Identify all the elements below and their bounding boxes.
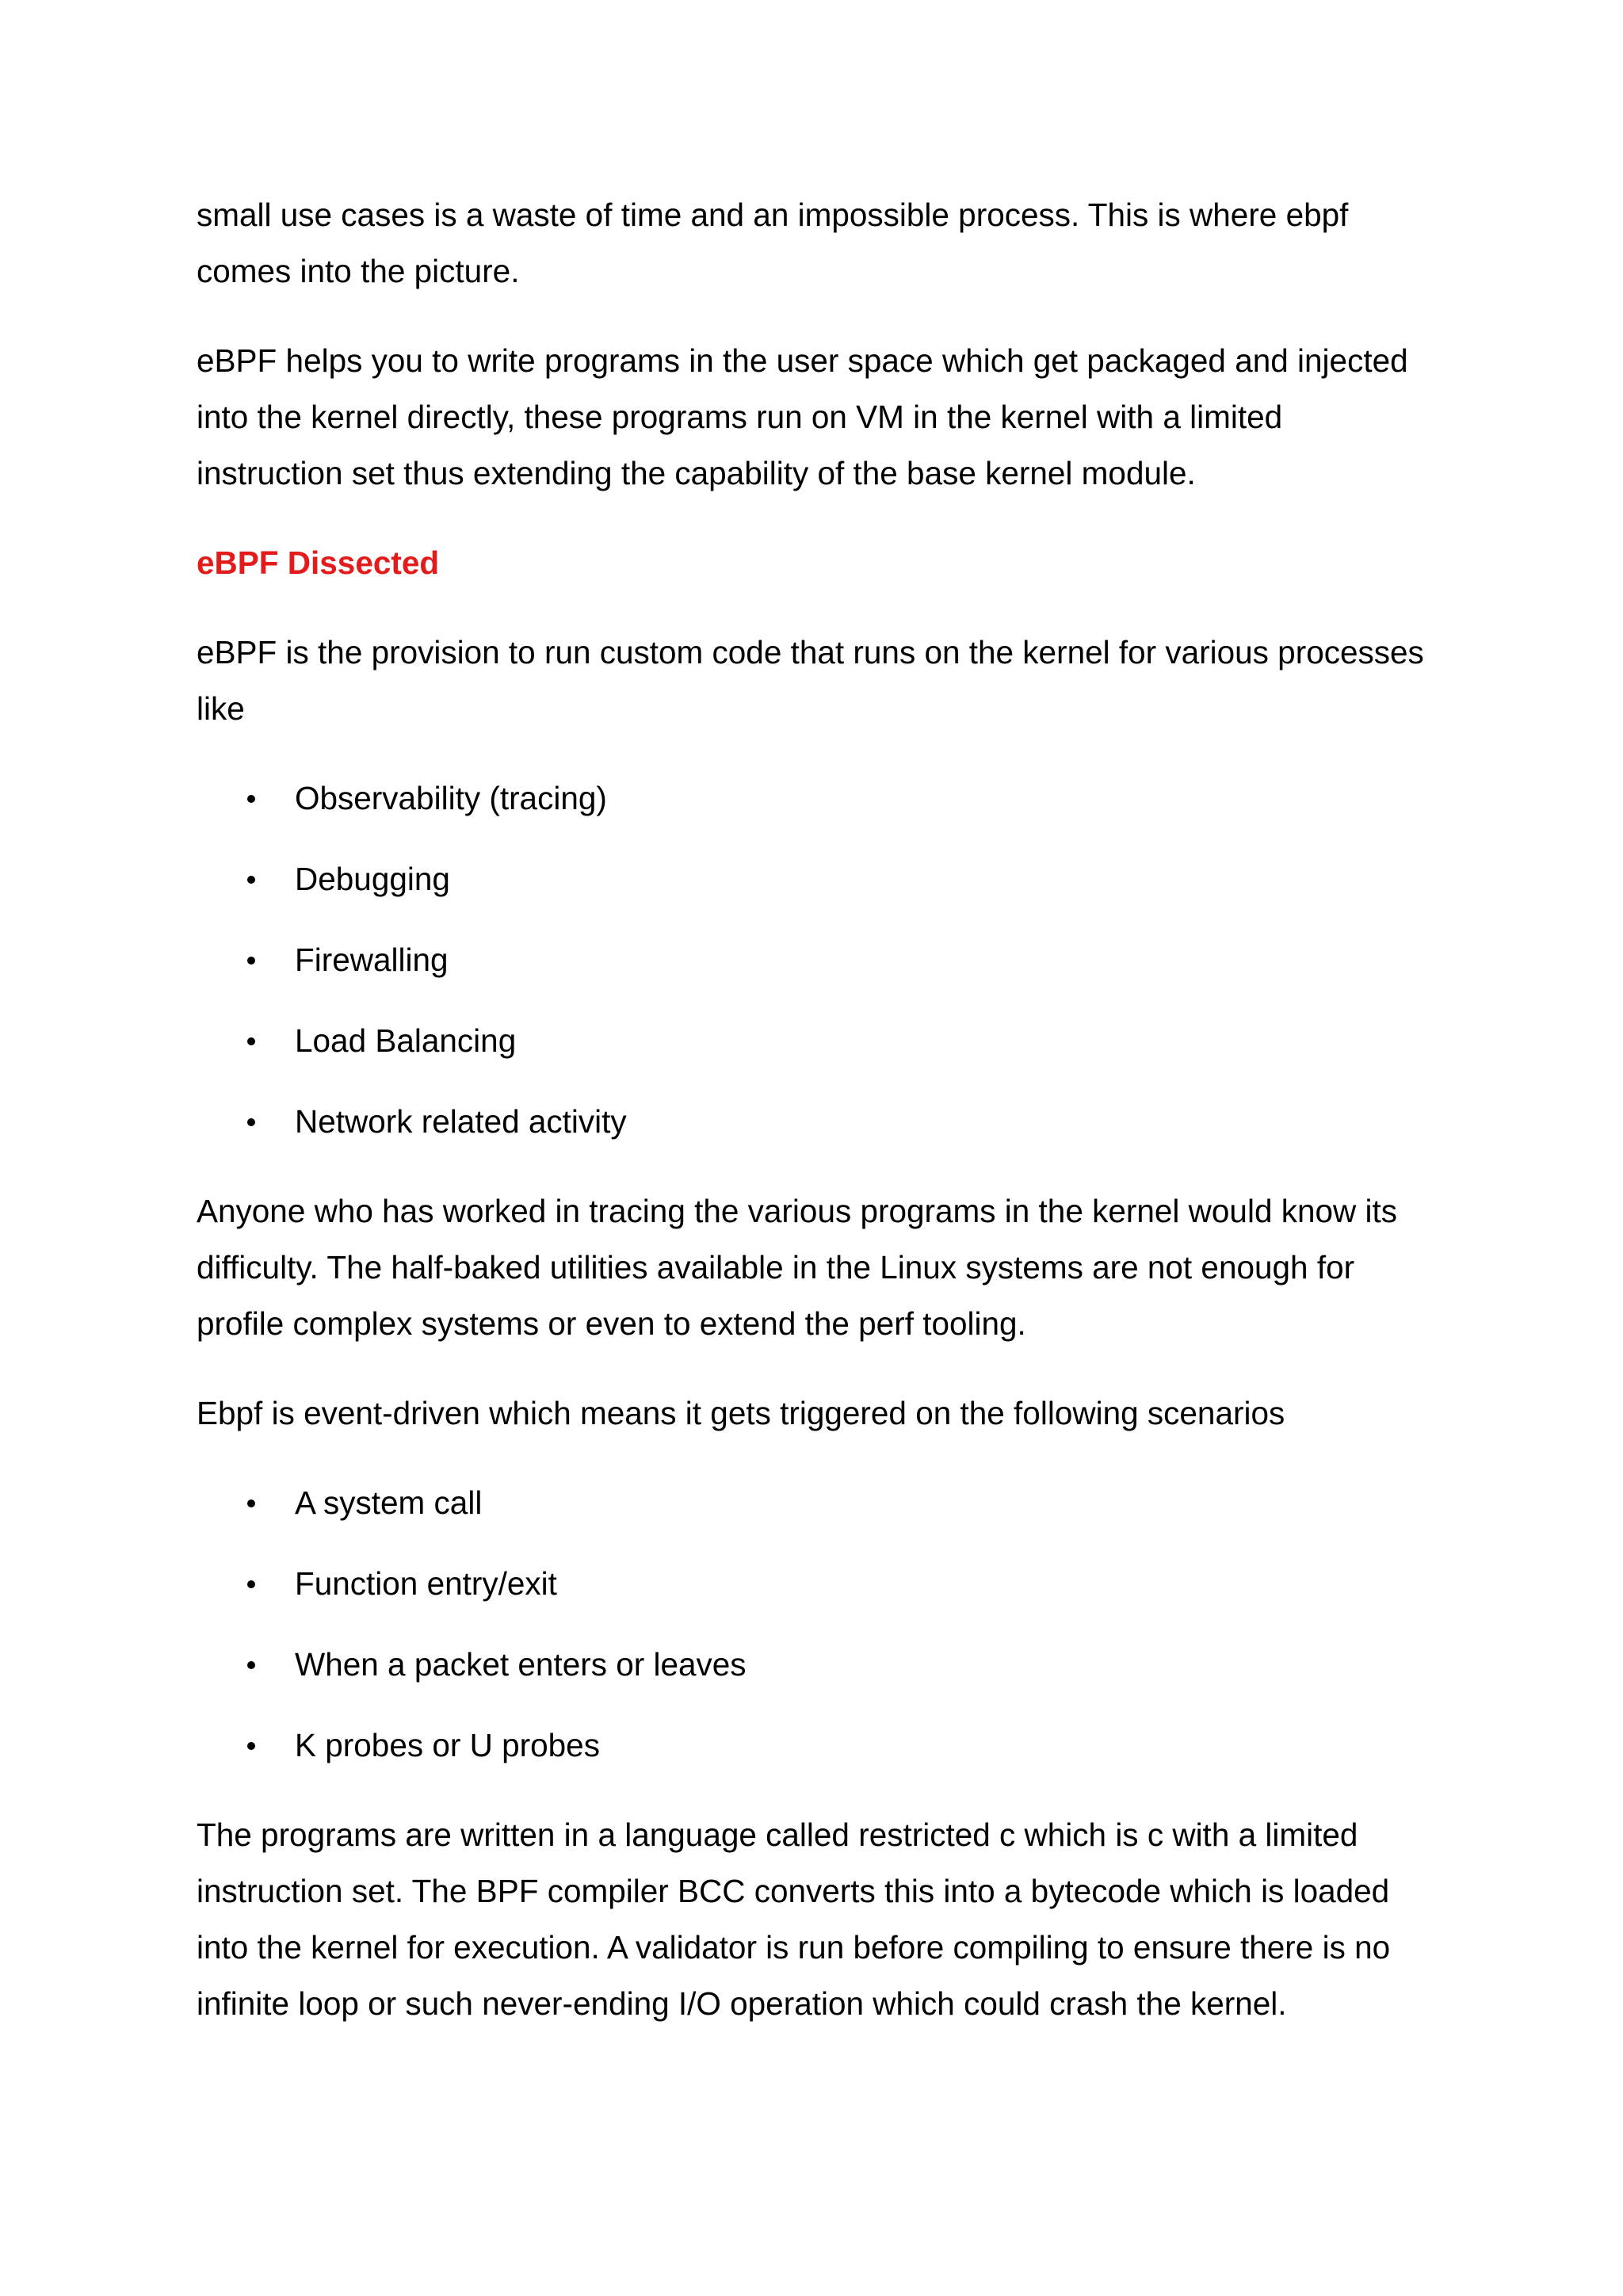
paragraph-intro-continuation: small use cases is a waste of time and an impossible process. This is where ebpf comes into the picture. <box>197 197 1349 289</box>
list-item <box>197 1013 1433 1069</box>
trigger-scenario-list <box>197 1475 1433 1774</box>
document-body <box>197 187 1433 2065</box>
bullet-icon <box>247 1580 255 1588</box>
use-case-list <box>197 770 1433 1150</box>
paragraph-ebpf-overview: eBPF helps you to write programs in the user space which get packaged and injected into the kernel directly, these programs run on VM in the kernel with a limited instruction set thus extending the capability of the base kernel module. <box>197 342 1408 491</box>
bullet-icon <box>247 876 255 884</box>
list-item-text: Load Balancing <box>295 1022 517 1059</box>
bullet-icon <box>247 1742 255 1750</box>
list-item <box>197 1475 1433 1531</box>
paragraph-ebpf-provision: eBPF is the provision to run custom code that runs on the kernel for various processes like <box>197 634 1424 727</box>
list-item-text: Function entry/exit <box>295 1565 557 1602</box>
list-item <box>197 932 1433 988</box>
section-heading-ebpf-dissected: eBPF Dissected <box>197 544 440 581</box>
list-item-text: A system call <box>295 1484 483 1521</box>
bullet-icon <box>247 1037 255 1045</box>
paragraph-tracing-difficulty: Anyone who has worked in tracing the various programs in the kernel would know its difficulty. The half-baked utilities available in the Linux systems are not enough for profile complex systems or even to extend the perf tooling. <box>197 1193 1398 1342</box>
list-item-text: Observability (tracing) <box>295 780 607 816</box>
list-item-text: Network related activity <box>295 1103 627 1140</box>
bullet-icon <box>247 795 255 803</box>
list-item-text: When a packet enters or leaves <box>295 1646 747 1683</box>
list-item-text: Debugging <box>295 861 450 897</box>
list-item <box>197 1637 1433 1693</box>
list-item <box>197 1717 1433 1774</box>
bullet-icon <box>247 1118 255 1126</box>
paragraph-event-driven: Ebpf is event-driven which means it gets triggered on the following scenarios <box>197 1395 1285 1431</box>
paragraph-restricted-c: The programs are written in a language called restricted c which is c with a limited instruction set. The BPF compiler BCC converts this into a bytecode which is loaded into the kernel for execution. A validator is run before compiling to ensure there is no infinite loop or such never-ending I/O operation which could crash the kernel. <box>197 1817 1391 2022</box>
bullet-icon <box>247 1661 255 1669</box>
list-item-text: Firewalling <box>295 942 449 978</box>
list-item <box>197 770 1433 827</box>
list-item <box>197 1556 1433 1612</box>
list-item-text: K probes or U probes <box>295 1727 600 1763</box>
list-item <box>197 851 1433 907</box>
bullet-icon <box>247 957 255 965</box>
bullet-icon <box>247 1499 255 1507</box>
list-item <box>197 1094 1433 1150</box>
